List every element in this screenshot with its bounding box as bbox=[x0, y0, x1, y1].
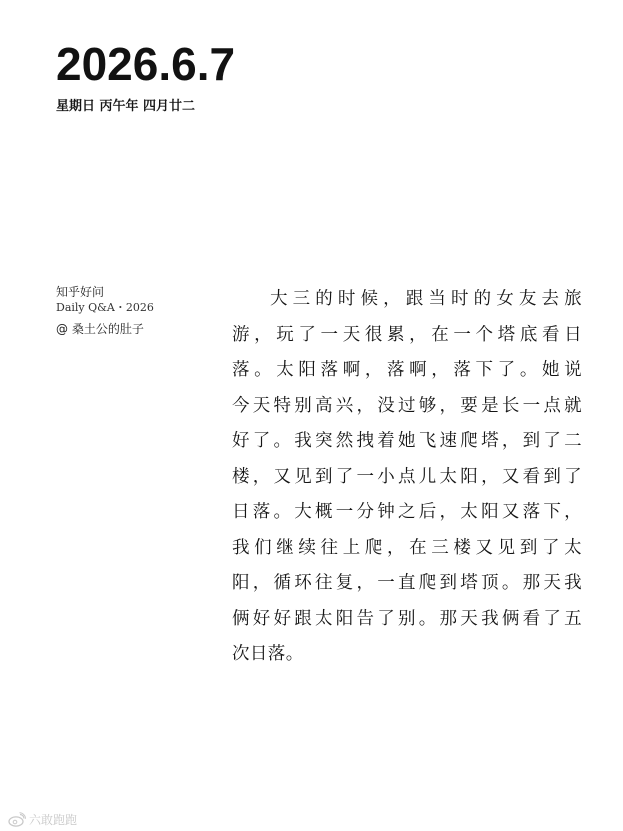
watermark bbox=[8, 812, 77, 827]
source-title: 知乎好问 bbox=[56, 285, 105, 299]
answer-text bbox=[232, 282, 582, 673]
text-line: 好了。我突然拽着她飞速爬塔，到了二 bbox=[232, 431, 582, 451]
page-date: 2026.6.7 bbox=[56, 38, 236, 90]
watermark-text: 六敢跑跑 bbox=[29, 812, 78, 827]
source-meta bbox=[56, 284, 216, 337]
text-line: 阳，循环往复，一直爬到塔顶。那天我 bbox=[232, 573, 582, 593]
text-line: 俩好好跟太阳告了别。那天我俩看了五 bbox=[232, 608, 582, 629]
lunar-date: 星期日 丙午年 四月廿二 bbox=[56, 99, 196, 114]
author-handle[interactable]: @ 桑土公的肚子 bbox=[56, 322, 144, 336]
text-line: 游，玩了一天很累，在一个塔底看日 bbox=[232, 324, 582, 345]
text-line: 我们继续往上爬，在三楼又见到了太 bbox=[232, 537, 582, 558]
series-label: Daily Q&A・2026 bbox=[56, 301, 154, 314]
text-line: 今天特别高兴，没过够，要是长一点就 bbox=[232, 395, 582, 416]
weibo-icon bbox=[8, 812, 26, 827]
text-line: 大三的时候，跟当时的女友去旅 bbox=[270, 289, 582, 309]
text-line: 日落。大概一分钟之后，太阳又落下， bbox=[232, 502, 582, 522]
text-line: 楼，又见到了一小点儿太阳，又看到了 bbox=[232, 466, 582, 487]
text-line: 落。太阳落啊，落啊，落下了。她说 bbox=[232, 360, 582, 380]
text-line: 次日落。 bbox=[232, 644, 304, 664]
